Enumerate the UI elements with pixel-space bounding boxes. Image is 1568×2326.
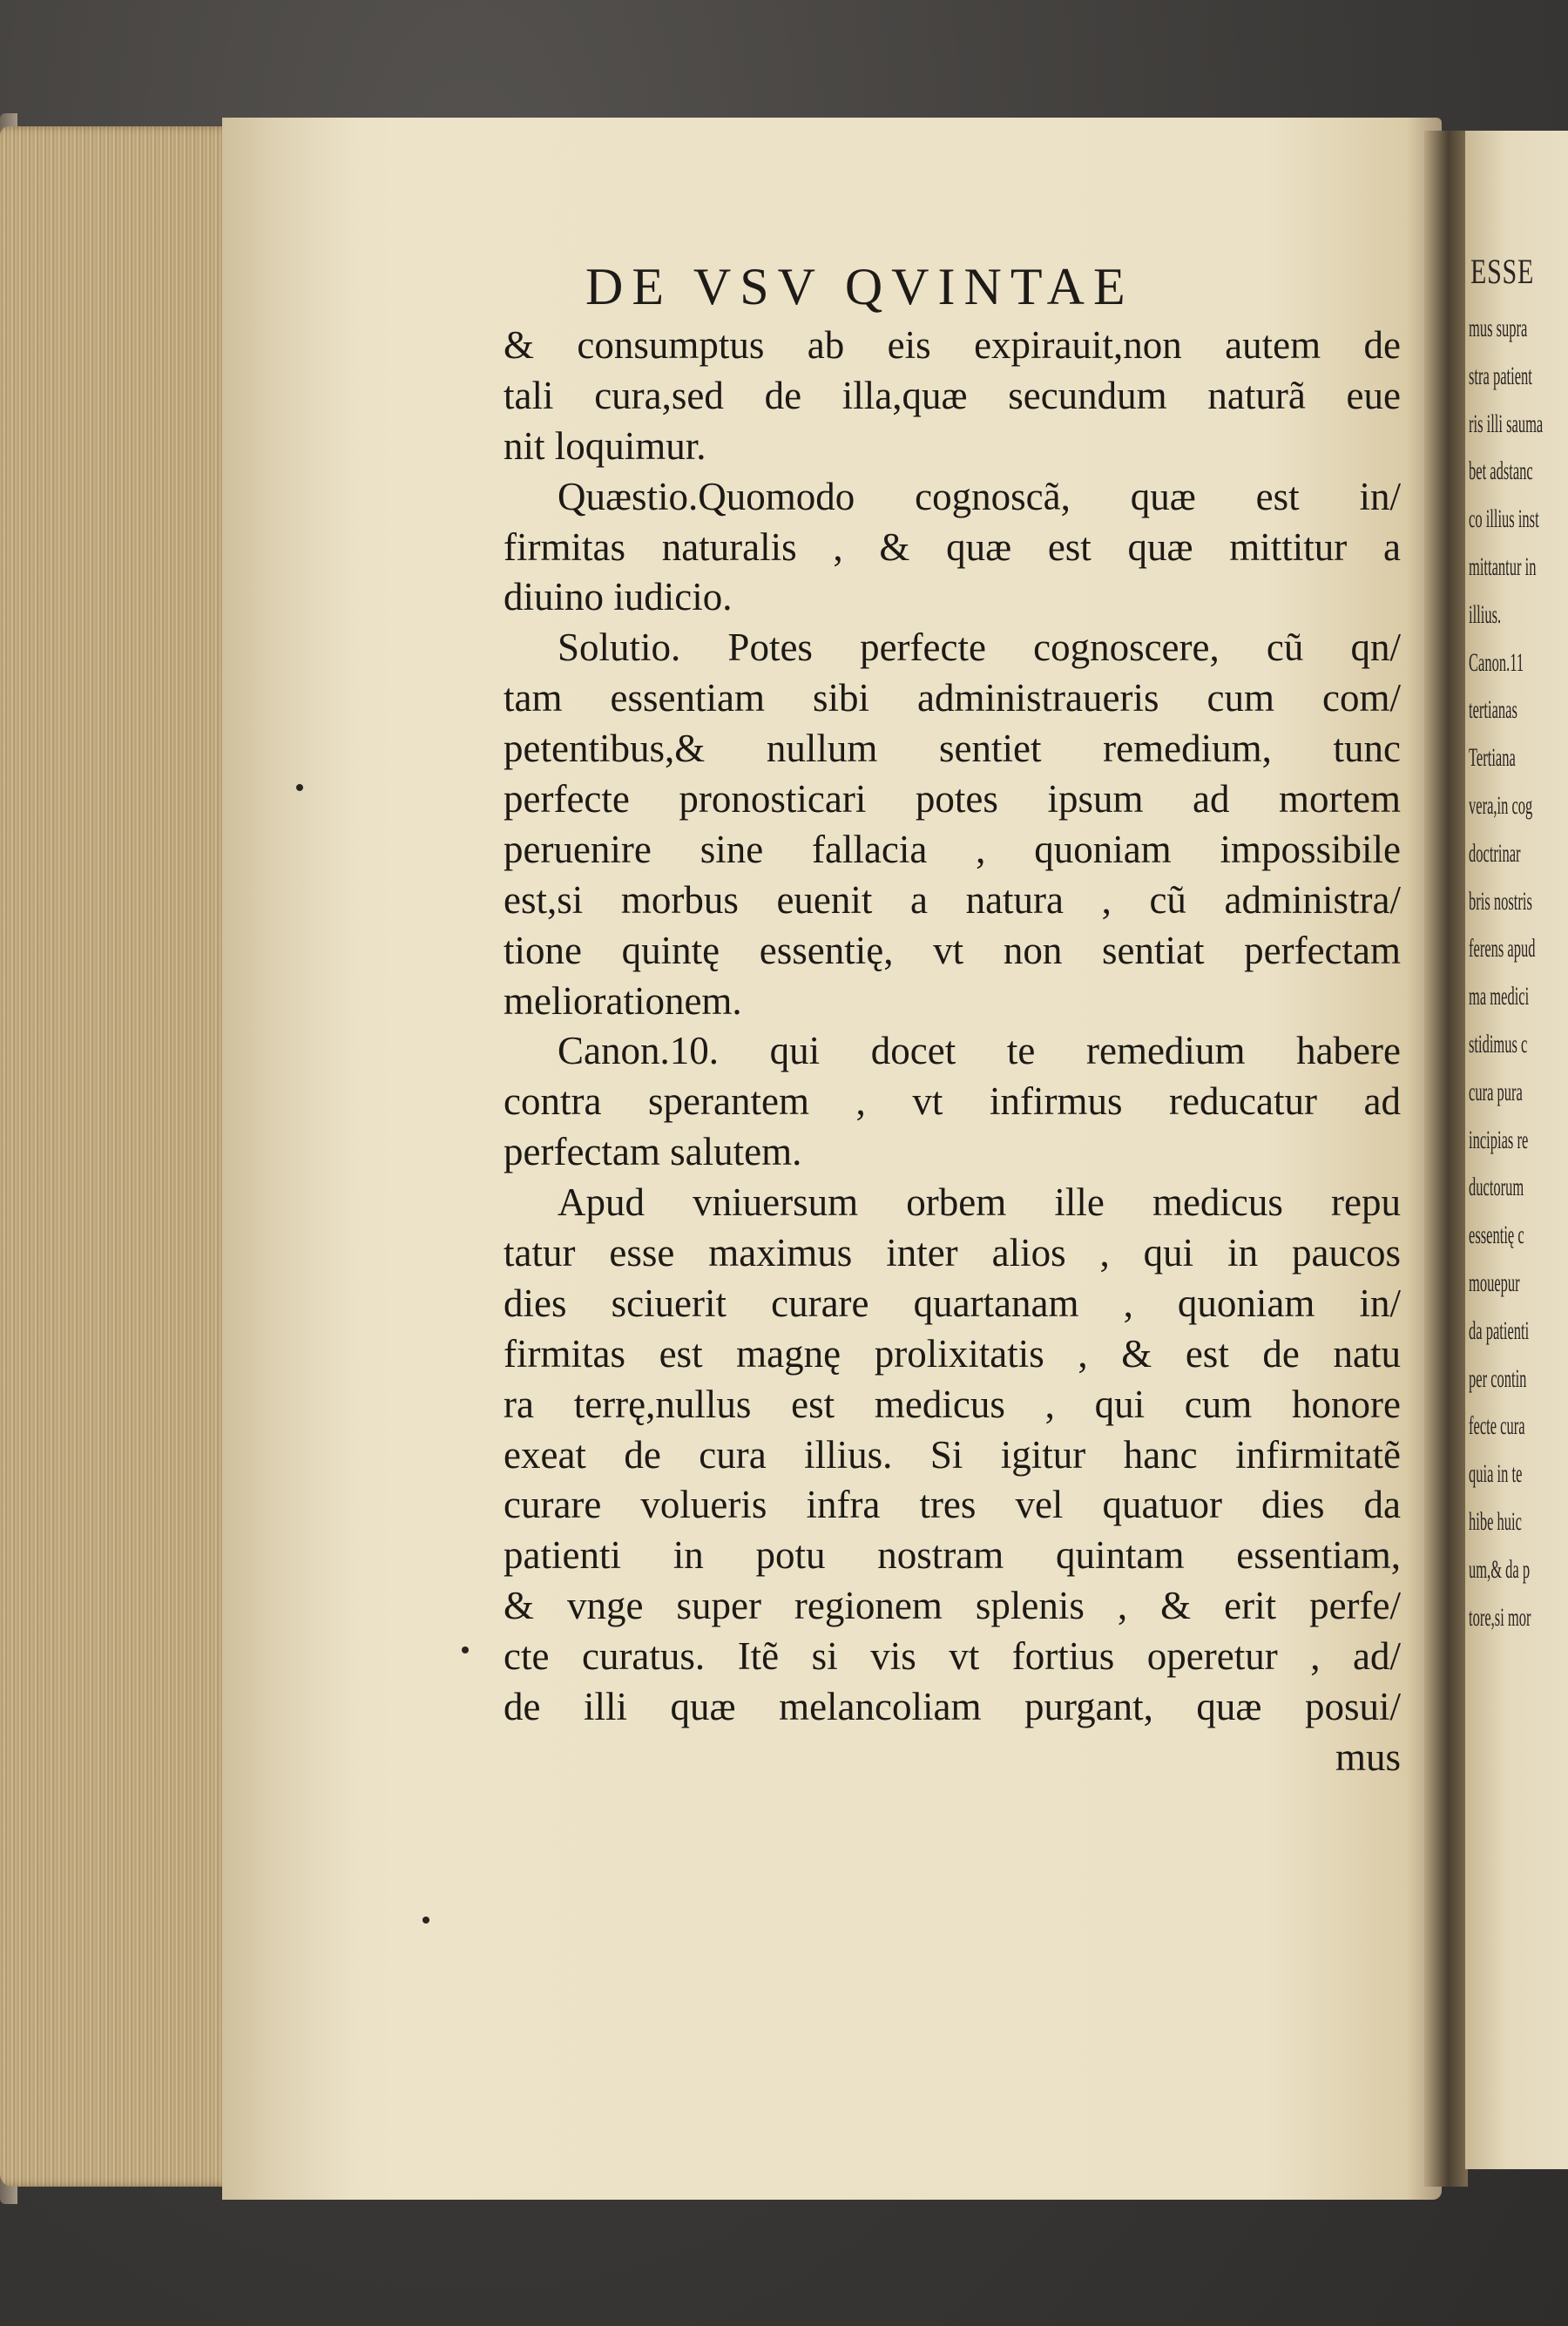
recto-text-line: mus supra — [1469, 314, 1528, 342]
recto-text-line: um,& da p — [1469, 1554, 1531, 1584]
text-line: contra sperantem , vt infirmus reducatur ad — [504, 1079, 1401, 1124]
text-line: patienti in potu nostram quintam essentiam, — [504, 1533, 1401, 1578]
text-line: nit loquimur. — [504, 423, 706, 468]
text-line: tam essentiam sibi administraueris cum com/ — [504, 676, 1401, 720]
text-line: Solutio. Potes perfecte cognoscere, cũ qn/ — [558, 625, 1401, 670]
text-line: perfecte pronosticari potes ipsum ad mortem — [504, 777, 1401, 822]
text-line: tali cura,sed de illa,quæ secundum naturã eue — [504, 373, 1401, 417]
recto-text-line: per contin — [1469, 1363, 1527, 1393]
text-line: firmitas est magnę prolixitatis , & est de natu — [504, 1331, 1401, 1376]
text-line: tione quintę essentię, vt non sentiat perfectam — [504, 928, 1401, 972]
recto-text-line: quia in te — [1469, 1459, 1523, 1489]
text-line: exeat de cura illius. Si igitur hanc infirmitatẽ — [504, 1432, 1401, 1477]
recto-text-line: cura pura — [1469, 1077, 1523, 1106]
text-line: meliorationem. — [504, 978, 742, 1023]
text-line: & vnge super regionem splenis , & erit perfe/ — [504, 1584, 1401, 1628]
text-line: est,si morbus euenit a natura , cũ administra/ — [504, 877, 1401, 922]
text-line: petentibus,& nullum sentiet remedium, tunc — [504, 727, 1401, 771]
recto-text-line: bris nostris — [1469, 886, 1532, 916]
recto-text-line: ris illi sauma — [1469, 409, 1544, 438]
recto-text-line: illius. — [1469, 599, 1502, 629]
text-line: Apud vniuersum orbem ille medicus repu — [558, 1180, 1401, 1225]
text-line: ra terrę,nullus est medicus , qui cum honore — [504, 1382, 1401, 1426]
text-line: mus — [1335, 1734, 1401, 1779]
recto-text-line: ma medici — [1469, 982, 1530, 1011]
text-line: Canon.10. qui docet te remedium habere — [558, 1029, 1401, 1073]
recto-text-line: Canon.11 — [1469, 647, 1524, 677]
recto-text-line: tertianas — [1469, 695, 1517, 725]
text-line: dies sciuerit curare quartanam , quoniam in/ — [504, 1281, 1401, 1325]
text-line: de illi quæ melancoliam purgant, quæ posui/ — [504, 1685, 1401, 1729]
ink-speck — [296, 784, 303, 791]
page-shade — [222, 118, 353, 2200]
recto-text-line: mittantur in — [1469, 551, 1537, 581]
text-line: diuino iudicio. — [504, 575, 733, 619]
recto-text-line: hibe huic — [1469, 1506, 1522, 1536]
recto-running-head: ESSE — [1470, 252, 1535, 291]
recto-text-line: essentię c — [1469, 1220, 1524, 1250]
recto-text-line: da patienti — [1469, 1315, 1530, 1345]
book-gutter — [1424, 131, 1468, 2187]
text-line: cte curatus. Itẽ si vis vt fortius operetur , ad/ — [504, 1634, 1401, 1679]
recto-text-line: ductorum — [1469, 1173, 1524, 1202]
text-line: & consumptus ab eis expirauit,non autem de — [504, 323, 1401, 367]
recto-text-line: stra patient — [1469, 361, 1532, 390]
recto-text-fragment — [1469, 253, 1544, 1641]
text-line: curare volueris infra tres vel quatuor dies da — [504, 1483, 1401, 1527]
recto-text-line: bet adstanc — [1469, 456, 1533, 486]
ink-speck — [462, 1646, 469, 1653]
text-line: peruenire sine fallacia , quoniam impossibile — [504, 827, 1401, 871]
recto-text-line: co illius inst — [1469, 504, 1539, 534]
recto-text-line: fecte cura — [1469, 1411, 1525, 1441]
recto-text-line: doctrinar — [1469, 838, 1521, 868]
running-head: DE VSV QVINTAE — [585, 258, 1134, 315]
recto-text-line: ferens apud — [1469, 934, 1536, 964]
page-body-text — [504, 321, 1401, 1783]
book-page-edges — [0, 126, 235, 2187]
recto-text-line: stidimus c — [1469, 1029, 1528, 1058]
recto-text-line: mouepur — [1469, 1268, 1520, 1297]
text-line: Quæstio.Quomodo cognoscã, quæ est in/ — [558, 474, 1401, 518]
recto-text-line: tore,si mor — [1469, 1602, 1531, 1632]
recto-text-line: incipias re — [1469, 1125, 1529, 1154]
text-line: perfectam salutem. — [504, 1130, 802, 1174]
recto-text-line: Tertiana — [1469, 743, 1516, 773]
text-line: tatur esse maximus inter alios , qui in paucos — [504, 1231, 1401, 1275]
recto-text-line: vera,in cog — [1469, 790, 1533, 820]
text-line: firmitas naturalis , & quæ est quæ mittitur a — [504, 524, 1401, 569]
ink-speck — [422, 1917, 429, 1924]
